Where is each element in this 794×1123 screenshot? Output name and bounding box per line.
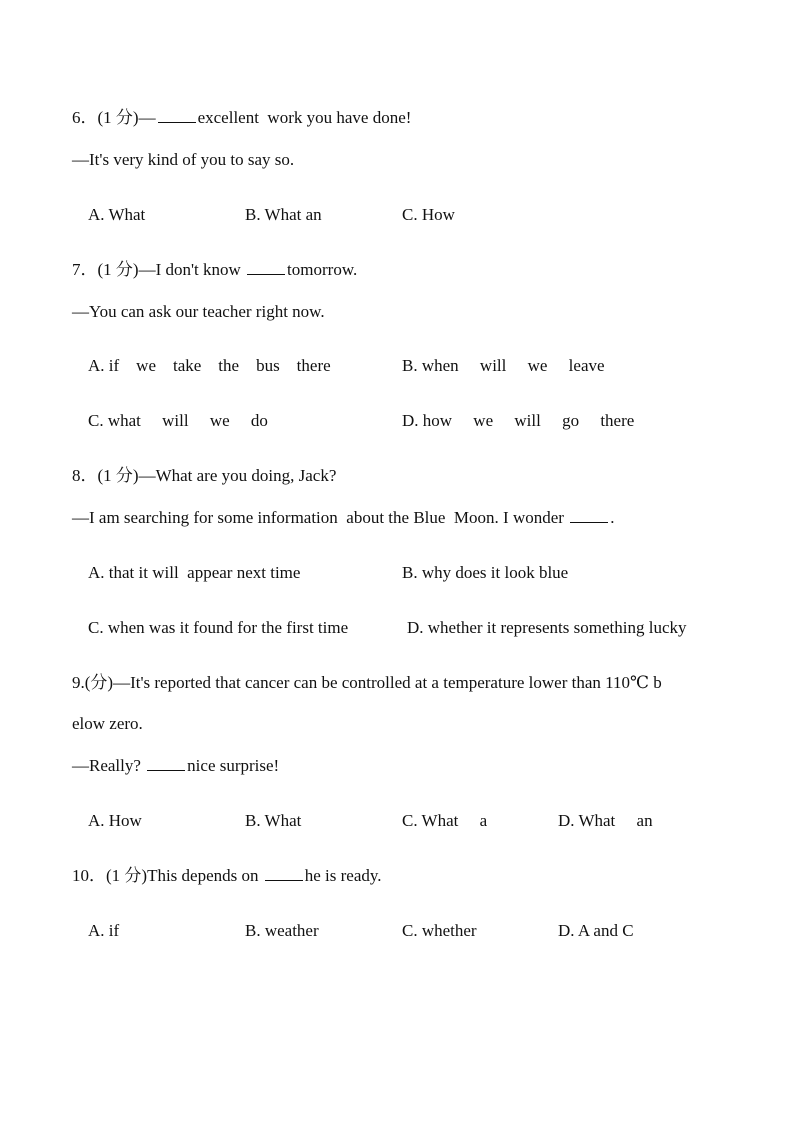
q9-option-a[interactable]: A. How bbox=[88, 811, 142, 830]
q9-option-c[interactable]: C. What a bbox=[402, 811, 488, 830]
q6-stem bbox=[72, 108, 411, 128]
q9-reply-post: nice surprise! bbox=[187, 756, 280, 775]
q8-option-b[interactable]: B. why does it look blue bbox=[402, 563, 569, 582]
q9-reply bbox=[72, 756, 279, 776]
q10-stem bbox=[72, 866, 382, 886]
q9-blank bbox=[147, 756, 185, 771]
q7-stem bbox=[72, 260, 357, 280]
q7-option-c[interactable]: C. what will we do bbox=[88, 411, 268, 430]
q9-stem-line2: elow zero. bbox=[72, 714, 143, 733]
q6-option-a[interactable]: A. What bbox=[88, 205, 146, 224]
q7-option-a[interactable]: A. if we take the bus there bbox=[88, 356, 331, 375]
q10-stem-pre: 10．(1 分)This depends on bbox=[72, 866, 263, 885]
q8-reply-post: . bbox=[610, 508, 615, 527]
q9-stem-line1: 9.(分)—It's reported that cancer can be controlled at a temperature lower than 110℃ b bbox=[72, 673, 662, 692]
q9-reply-pre: —Really? bbox=[72, 756, 146, 775]
q7-option-d[interactable]: D. how we will go there bbox=[402, 411, 635, 430]
q10-option-d[interactable]: D. A and C bbox=[558, 921, 634, 940]
q10-option-b[interactable]: B. weather bbox=[245, 921, 319, 940]
q10-stem-post: he is ready. bbox=[304, 866, 382, 885]
q6-stem-post: excellent work you have done! bbox=[197, 108, 412, 127]
q10-blank bbox=[265, 866, 303, 881]
q7-stem-pre: 7．(1 分)—I don't know bbox=[72, 260, 246, 279]
q6-stem-pre: 6．(1 分)— bbox=[72, 108, 156, 127]
q7-stem-post: tomorrow. bbox=[287, 260, 358, 279]
q9-option-b[interactable]: B. What bbox=[245, 811, 302, 830]
q7-reply: —You can ask our teacher right now. bbox=[72, 302, 325, 321]
q8-stem: 8．(1 分)—What are you doing, Jack? bbox=[72, 466, 337, 485]
q8-reply bbox=[72, 508, 614, 528]
q6-reply: —It's very kind of you to say so. bbox=[72, 150, 295, 169]
q10-option-a[interactable]: A. if bbox=[88, 921, 120, 940]
q8-option-a[interactable]: A. that it will appear next time bbox=[88, 563, 301, 582]
q9-option-d[interactable]: D. What an bbox=[558, 811, 653, 830]
q6-blank bbox=[158, 108, 196, 123]
q6-option-c[interactable]: C. How bbox=[402, 205, 455, 224]
q8-blank bbox=[570, 508, 608, 523]
q8-reply-pre: —I am searching for some information about the Blue Moon. I wonder bbox=[72, 508, 569, 527]
q10-option-c[interactable]: C. whether bbox=[402, 921, 477, 940]
q7-option-b[interactable]: B. when will we leave bbox=[402, 356, 605, 375]
q6-option-b[interactable]: B. What an bbox=[245, 205, 322, 224]
q7-blank bbox=[247, 260, 285, 275]
q8-option-d[interactable]: D. whether it represents something lucky bbox=[407, 618, 687, 637]
q8-option-c[interactable]: C. when was it found for the first time bbox=[88, 618, 349, 637]
